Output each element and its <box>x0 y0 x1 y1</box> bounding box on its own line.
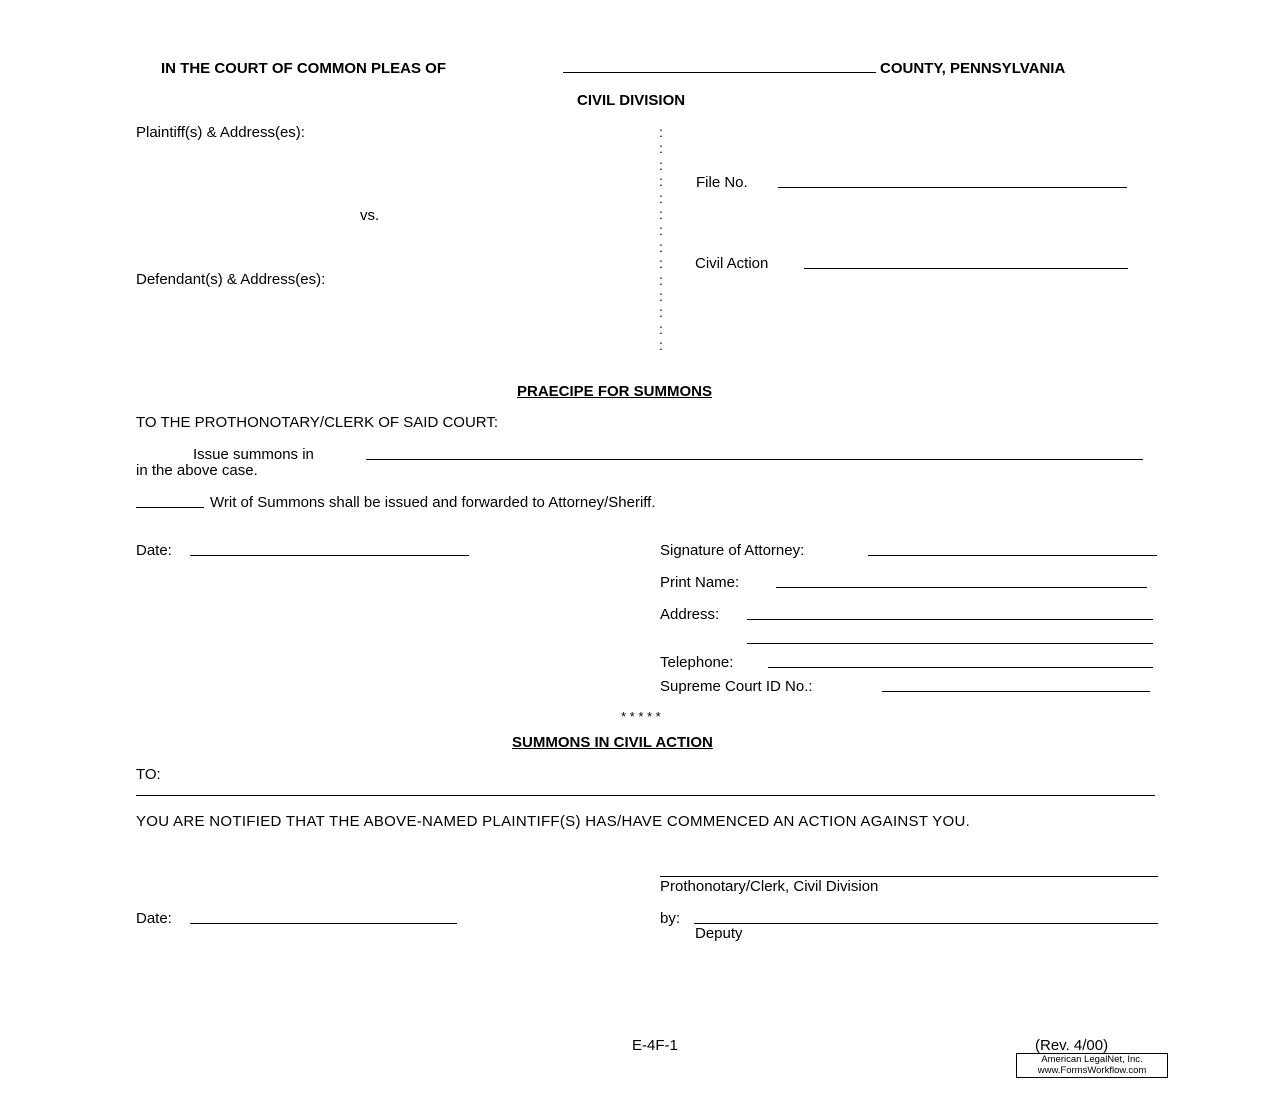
prothonotary-label: Prothonotary/Clerk, Civil Division <box>660 878 879 895</box>
praecipe-title: PRAECIPE FOR SUMMONS <box>517 383 713 400</box>
telephone-blank[interactable] <box>768 667 1153 668</box>
attorney-signature-blank[interactable] <box>868 555 1157 556</box>
colon-mark: : <box>659 255 663 272</box>
colon-mark: : <box>659 205 663 222</box>
telephone-label: Telephone: <box>660 654 734 671</box>
section-separator: * * * * * <box>621 709 661 724</box>
file-no-label: File No. <box>696 174 748 191</box>
civil-action-label: Civil Action <box>695 255 769 272</box>
summons-to-label: TO: <box>136 766 161 783</box>
court-heading-prefix: IN THE COURT OF COMMON PLEAS OF <box>161 60 446 77</box>
county-blank[interactable] <box>563 72 876 73</box>
colon-mark: : <box>659 320 663 337</box>
writ-checkbox-blank[interactable] <box>136 507 204 508</box>
above-case-text: in the above case. <box>136 462 258 479</box>
colon-mark: : <box>659 304 663 321</box>
caption-divider <box>659 124 667 353</box>
summons-date-label: Date: <box>136 910 172 927</box>
praecipe-date-blank[interactable] <box>190 555 469 556</box>
court-heading-suffix: COUNTY, PENNSYLVANIA <box>880 60 1066 77</box>
colon-mark: : <box>659 271 663 288</box>
prothonotary-signature-blank[interactable] <box>660 876 1158 877</box>
address-blank-2[interactable] <box>747 643 1153 644</box>
praecipe-addressee: TO THE PROTHONOTARY/CLERK OF SAID COURT: <box>136 414 498 431</box>
issue-summons-blank[interactable] <box>366 459 1143 460</box>
file-no-blank[interactable] <box>778 187 1127 188</box>
attorney-signature-label: Signature of Attorney: <box>660 542 805 559</box>
versus-label: vs. <box>360 207 380 224</box>
summons-to-blank[interactable] <box>136 795 1155 796</box>
court-id-label: Supreme Court ID No.: <box>660 678 813 695</box>
address-blank-1[interactable] <box>747 619 1153 620</box>
deputy-signature-blank[interactable] <box>694 923 1158 924</box>
civil-action-blank[interactable] <box>804 268 1128 269</box>
deputy-label: Deputy <box>695 925 743 942</box>
print-name-label: Print Name: <box>660 574 740 591</box>
colon-mark: : <box>659 173 663 190</box>
plaintiff-label: Plaintiff(s) & Address(es): <box>136 124 305 141</box>
form-code: E-4F-1 <box>632 1037 678 1054</box>
publisher-name: American LegalNet, Inc. <box>1041 1054 1143 1065</box>
praecipe-date-label: Date: <box>136 542 172 559</box>
issue-summons-label: Issue summons in <box>193 446 314 463</box>
colon-mark: : <box>659 124 663 140</box>
summons-notice: YOU ARE NOTIFIED THAT THE ABOVE-NAMED PLAINTIFF(S) HAS/HAVE COMMENCED AN ACTION AGAINST YOU. <box>136 813 971 830</box>
colon-mark: : <box>659 238 663 255</box>
colon-mark: : <box>659 189 663 206</box>
court-id-blank[interactable] <box>882 691 1150 692</box>
address-label: Address: <box>660 606 720 623</box>
colon-mark: : <box>659 337 663 354</box>
publisher-badge <box>1016 1053 1168 1078</box>
colon-mark: : <box>659 222 663 239</box>
colon-mark: : <box>659 287 663 304</box>
defendant-label: Defendant(s) & Address(es): <box>136 271 326 288</box>
publisher-website[interactable]: www.FormsWorkflow.com <box>1037 1065 1147 1076</box>
summons-date-blank[interactable] <box>190 923 457 924</box>
division-heading: CIVIL DIVISION <box>577 92 686 109</box>
writ-text: Writ of Summons shall be issued and forwarded to Attorney/Sheriff. <box>210 494 656 511</box>
summons-title: SUMMONS IN CIVIL ACTION <box>512 734 713 751</box>
revision-label: (Rev. 4/00) <box>1035 1037 1109 1054</box>
by-label: by: <box>660 910 681 927</box>
print-name-blank[interactable] <box>776 587 1147 588</box>
colon-mark: : <box>659 156 663 173</box>
colon-mark: : <box>659 140 663 157</box>
